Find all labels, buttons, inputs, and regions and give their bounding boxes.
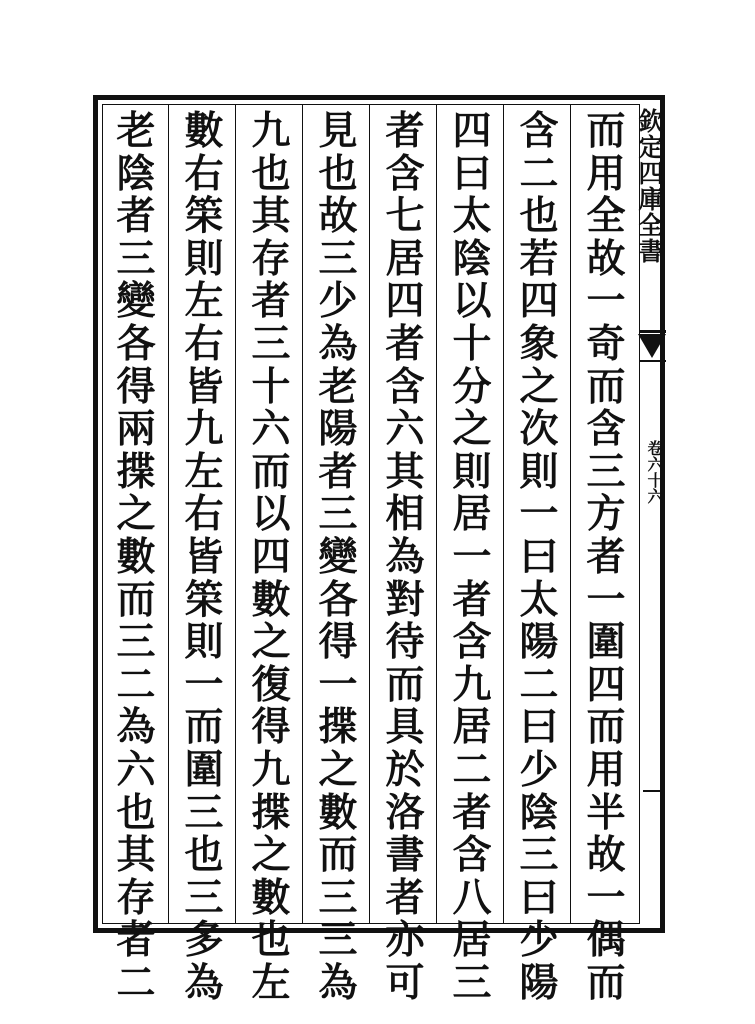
glyph: 之 (318, 746, 358, 793)
glyph: 曰 (452, 150, 492, 197)
glyph: 也 (184, 832, 224, 879)
glyph: 含 (385, 150, 425, 197)
glyph: 之 (519, 363, 559, 410)
glyph: 用 (586, 746, 626, 793)
glyph: 少 (318, 278, 358, 325)
column-divider (570, 104, 571, 924)
glyph: 陽 (519, 959, 559, 1006)
glyph: 得 (251, 704, 291, 751)
glyph: 三 (184, 874, 224, 921)
glyph: 為 (116, 704, 156, 751)
glyph: 數 (318, 789, 358, 836)
column-divider (436, 104, 437, 924)
glyph: 少 (519, 917, 559, 964)
glyph: 故 (586, 832, 626, 879)
glyph: 奇 (586, 320, 626, 367)
margin-juan-number: 卷六十六 (645, 440, 664, 504)
glyph: 半 (586, 789, 626, 836)
glyph: 左 (184, 278, 224, 325)
glyph: 四 (519, 278, 559, 325)
glyph: 一 (318, 661, 358, 708)
glyph: 居 (452, 704, 492, 751)
glyph: 四 (452, 108, 492, 154)
glyph: 居 (452, 491, 492, 538)
glyph: 者 (116, 193, 156, 240)
glyph: 存 (251, 235, 291, 282)
glyph: 見 (318, 108, 358, 154)
glyph: 故 (318, 193, 358, 240)
glyph: 太 (519, 576, 559, 623)
glyph: 陽 (519, 619, 559, 666)
glyph: 以 (251, 491, 291, 538)
glyph: 四 (586, 661, 626, 708)
glyph: 一 (586, 278, 626, 325)
glyph: 其 (251, 193, 291, 240)
glyph: 者 (251, 278, 291, 325)
glyph: 象 (519, 320, 559, 367)
glyph: 三 (318, 235, 358, 282)
glyph: 含 (452, 832, 492, 879)
glyph: 老 (318, 363, 358, 410)
glyph: 者 (385, 874, 425, 921)
glyph: 變 (116, 278, 156, 325)
glyph: 居 (452, 917, 492, 964)
glyph: 三 (318, 917, 358, 964)
glyph: 九 (452, 661, 492, 708)
glyph: 而 (586, 363, 626, 410)
glyph: 十 (251, 363, 291, 410)
glyph: 則 (184, 619, 224, 666)
glyph: 以 (452, 278, 492, 325)
column-divider (369, 104, 370, 924)
glyph: 曰 (519, 874, 559, 921)
column-divider (168, 104, 169, 924)
glyph: 含 (385, 363, 425, 410)
glyph: 二 (519, 150, 559, 197)
glyph: 偶 (586, 917, 626, 964)
glyph: 一 (586, 874, 626, 921)
glyph: 復 (251, 661, 291, 708)
glyph: 六 (251, 406, 291, 453)
glyph: 六 (116, 746, 156, 793)
glyph: 九 (251, 746, 291, 793)
glyph: 數 (251, 576, 291, 623)
glyph: 次 (519, 406, 559, 453)
glyph: 者 (116, 917, 156, 964)
text-column-1 (578, 108, 634, 1006)
glyph: 八 (452, 874, 492, 921)
text-column-7 (176, 108, 232, 1006)
glyph: 七 (385, 193, 425, 240)
glyph: 也 (519, 193, 559, 240)
glyph: 用 (586, 150, 626, 197)
glyph: 數 (184, 108, 224, 154)
glyph: 二 (519, 661, 559, 708)
glyph: 含 (586, 406, 626, 453)
glyph: 圍 (586, 619, 626, 666)
glyph: 而 (116, 576, 156, 623)
glyph: 而 (385, 661, 425, 708)
glyph: 數 (251, 874, 291, 921)
glyph: 數 (116, 533, 156, 580)
glyph: 者 (385, 108, 425, 154)
text-column-3 (444, 108, 500, 1006)
glyph: 曰 (519, 704, 559, 751)
glyph: 者 (452, 789, 492, 836)
glyph: 變 (318, 533, 358, 580)
glyph: 者 (385, 320, 425, 367)
fishtail-mark (638, 334, 666, 358)
column-divider (235, 104, 236, 924)
text-column-4 (377, 108, 433, 1006)
glyph: 揲 (116, 448, 156, 495)
glyph: 含 (519, 108, 559, 154)
glyph: 太 (452, 193, 492, 240)
glyph: 之 (251, 832, 291, 879)
glyph: 一 (184, 661, 224, 708)
glyph: 多 (184, 917, 224, 964)
glyph: 陰 (452, 235, 492, 282)
glyph: 三 (184, 789, 224, 836)
glyph: 三 (251, 320, 291, 367)
glyph: 陰 (519, 789, 559, 836)
glyph: 具 (385, 704, 425, 751)
glyph: 者 (452, 576, 492, 623)
text-column-6 (243, 108, 299, 1006)
glyph: 三 (318, 491, 358, 538)
glyph: 一 (586, 576, 626, 623)
glyph: 老 (116, 108, 156, 154)
glyph: 對 (385, 576, 425, 623)
glyph: 得 (318, 619, 358, 666)
glyph: 含 (452, 619, 492, 666)
glyph: 之 (251, 619, 291, 666)
glyph: 其 (116, 832, 156, 879)
glyph: 三 (116, 235, 156, 282)
glyph: 右 (184, 491, 224, 538)
glyph: 其 (385, 448, 425, 495)
text-column-5 (310, 108, 366, 1006)
glyph: 陽 (318, 406, 358, 453)
glyph: 圍 (184, 746, 224, 793)
glyph: 而 (586, 108, 626, 154)
glyph: 待 (385, 619, 425, 666)
glyph: 一 (452, 533, 492, 580)
glyph: 兩 (116, 406, 156, 453)
glyph: 筞 (184, 576, 224, 623)
glyph: 陰 (116, 150, 156, 197)
glyph: 六 (385, 406, 425, 453)
glyph: 則 (452, 448, 492, 495)
glyph: 九 (251, 108, 291, 154)
glyph: 則 (184, 235, 224, 282)
glyph: 方 (586, 491, 626, 538)
glyph: 右 (184, 150, 224, 197)
glyph: 三 (116, 619, 156, 666)
glyph: 之 (116, 491, 156, 538)
glyph: 左 (184, 448, 224, 495)
glyph: 全 (586, 193, 626, 240)
glyph: 也 (251, 917, 291, 964)
glyph: 而 (251, 448, 291, 495)
glyph: 右 (184, 320, 224, 367)
fishtail-bottom-rule (640, 360, 666, 362)
glyph: 洛 (385, 789, 425, 836)
glyph: 也 (318, 150, 358, 197)
glyph: 一 (519, 491, 559, 538)
glyph: 四 (385, 278, 425, 325)
glyph: 各 (318, 576, 358, 623)
glyph: 三 (586, 448, 626, 495)
glyph: 二 (116, 959, 156, 1006)
glyph: 皆 (184, 533, 224, 580)
glyph: 少 (519, 746, 559, 793)
glyph: 三 (519, 832, 559, 879)
glyph: 可 (385, 959, 425, 1006)
glyph: 得 (116, 363, 156, 410)
glyph: 為 (318, 320, 358, 367)
column-divider (503, 104, 504, 924)
glyph: 若 (519, 235, 559, 282)
glyph: 二 (452, 746, 492, 793)
glyph: 三 (452, 959, 492, 1006)
text-column-2 (511, 108, 567, 1006)
glyph: 者 (586, 533, 626, 580)
glyph: 而 (184, 704, 224, 751)
glyph: 者 (318, 448, 358, 495)
glyph: 分 (452, 363, 492, 410)
glyph: 相 (385, 491, 425, 538)
glyph: 存 (116, 874, 156, 921)
glyph: 故 (586, 235, 626, 282)
margin-lower-rule (643, 790, 661, 792)
glyph: 十 (452, 320, 492, 367)
margin-book-title: 欽定四庫全書 (635, 108, 664, 264)
glyph: 左 (251, 959, 291, 1006)
glyph: 書 (385, 832, 425, 879)
text-column-8 (108, 108, 164, 1006)
glyph: 揲 (318, 704, 358, 751)
glyph: 亦 (385, 917, 425, 964)
glyph: 揲 (251, 789, 291, 836)
glyph: 也 (116, 789, 156, 836)
glyph: 於 (385, 746, 425, 793)
glyph: 九 (184, 406, 224, 453)
glyph: 各 (116, 320, 156, 367)
glyph: 而 (586, 704, 626, 751)
glyph: 曰 (519, 533, 559, 580)
fishtail-top-rule (640, 330, 666, 333)
glyph: 為 (385, 533, 425, 580)
glyph: 筞 (184, 193, 224, 240)
glyph: 而 (586, 959, 626, 1006)
glyph: 三 (318, 874, 358, 921)
glyph: 之 (452, 406, 492, 453)
glyph: 則 (519, 448, 559, 495)
glyph: 為 (318, 959, 358, 1006)
glyph: 居 (385, 235, 425, 282)
glyph: 而 (318, 832, 358, 879)
column-divider (302, 104, 303, 924)
glyph: 四 (251, 533, 291, 580)
glyph: 也 (251, 150, 291, 197)
glyph: 為 (184, 959, 224, 1006)
glyph: 皆 (184, 363, 224, 410)
glyph: 二 (116, 661, 156, 708)
